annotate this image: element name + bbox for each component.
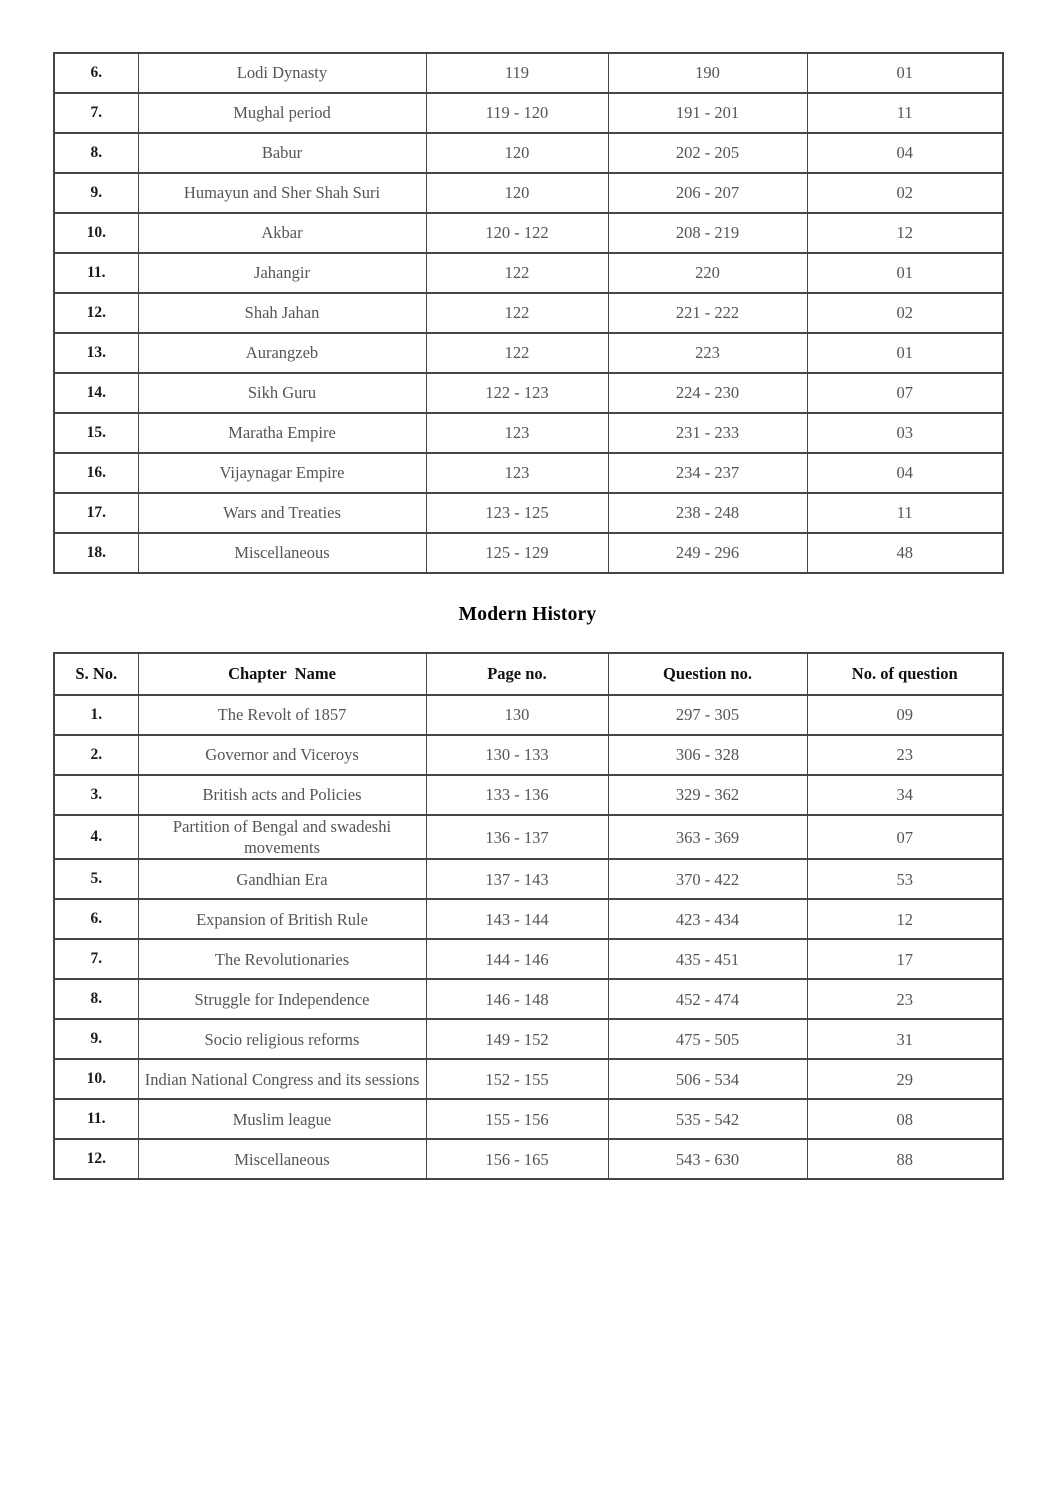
table-row <box>54 133 1003 173</box>
cell-chapter-name: Mughal period <box>138 93 426 133</box>
cell-page-no: 122 - 123 <box>426 373 608 413</box>
cell-page-no: 120 - 122 <box>426 213 608 253</box>
cell-num-questions: 12 <box>807 899 1003 939</box>
cell-sno: 8. <box>54 133 138 173</box>
cell-page-no: 123 <box>426 453 608 493</box>
table-row <box>54 333 1003 373</box>
section-title-modern-history: Modern History <box>458 604 597 625</box>
cell-chapter-name: Miscellaneous <box>138 1139 426 1179</box>
modern-history-table-head <box>54 653 1003 695</box>
cell-page-no: 123 - 125 <box>426 493 608 533</box>
cell-question-no: 423 - 434 <box>608 899 807 939</box>
cell-question-no: 191 - 201 <box>608 93 807 133</box>
cell-chapter-name: Vijaynagar Empire <box>138 453 426 493</box>
column-header-sno: S. No. <box>54 653 138 695</box>
cell-num-questions: 01 <box>807 333 1003 373</box>
cell-question-no: 223 <box>608 333 807 373</box>
cell-sno: 11. <box>54 1099 138 1139</box>
column-header-question-no: Question no. <box>608 653 807 695</box>
cell-chapter-name: Jahangir <box>138 253 426 293</box>
table-row <box>54 775 1003 815</box>
cell-num-questions: 23 <box>807 979 1003 1019</box>
table-row <box>54 859 1003 899</box>
cell-chapter-name: Babur <box>138 133 426 173</box>
cell-sno: 14. <box>54 373 138 413</box>
table-row <box>54 293 1003 333</box>
cell-question-no: 249 - 296 <box>608 533 807 573</box>
cell-sno: 11. <box>54 253 138 293</box>
cell-num-questions: 02 <box>807 173 1003 213</box>
column-header-chapter-name: Chapter Name <box>138 653 426 695</box>
cell-page-no: 130 <box>426 695 608 735</box>
cell-question-no: 206 - 207 <box>608 173 807 213</box>
cell-question-no: 435 - 451 <box>608 939 807 979</box>
cell-page-no: 149 - 152 <box>426 1019 608 1059</box>
modern-history-table-body <box>54 695 1003 1179</box>
table-row <box>54 93 1003 133</box>
cell-chapter-name: The Revolt of 1857 <box>138 695 426 735</box>
cell-sno: 6. <box>54 53 138 93</box>
cell-page-no: 156 - 165 <box>426 1139 608 1179</box>
cell-question-no: 363 - 369 <box>608 815 807 859</box>
cell-chapter-name: Socio religious reforms <box>138 1019 426 1059</box>
table-row <box>54 899 1003 939</box>
cell-sno: 5. <box>54 859 138 899</box>
cell-question-no: 220 <box>608 253 807 293</box>
cell-num-questions: 29 <box>807 1059 1003 1099</box>
cell-chapter-name: Governor and Viceroys <box>138 735 426 775</box>
cell-question-no: 190 <box>608 53 807 93</box>
table-row <box>54 373 1003 413</box>
cell-sno: 15. <box>54 413 138 453</box>
cell-question-no: 329 - 362 <box>608 775 807 815</box>
table-row <box>54 493 1003 533</box>
cell-num-questions: 12 <box>807 213 1003 253</box>
cell-question-no: 208 - 219 <box>608 213 807 253</box>
cell-page-no: 120 <box>426 133 608 173</box>
cell-num-questions: 07 <box>807 373 1003 413</box>
cell-page-no: 133 - 136 <box>426 775 608 815</box>
table-row <box>54 1099 1003 1139</box>
cell-question-no: 370 - 422 <box>608 859 807 899</box>
cell-page-no: 123 <box>426 413 608 453</box>
table-row <box>54 533 1003 573</box>
cell-question-no: 238 - 248 <box>608 493 807 533</box>
table-row <box>54 253 1003 293</box>
cell-sno: 18. <box>54 533 138 573</box>
cell-page-no: 122 <box>426 333 608 373</box>
table-row <box>54 173 1003 213</box>
document-page <box>53 52 1002 1180</box>
cell-page-no: 130 - 133 <box>426 735 608 775</box>
cell-question-no: 452 - 474 <box>608 979 807 1019</box>
cell-sno: 9. <box>54 1019 138 1059</box>
table-row <box>54 815 1003 859</box>
cell-chapter-name: Akbar <box>138 213 426 253</box>
cell-question-no: 231 - 233 <box>608 413 807 453</box>
cell-question-no: 202 - 205 <box>608 133 807 173</box>
cell-question-no: 221 - 222 <box>608 293 807 333</box>
cell-chapter-name: Sikh Guru <box>138 373 426 413</box>
cell-num-questions: 07 <box>807 815 1003 859</box>
cell-page-no: 155 - 156 <box>426 1099 608 1139</box>
cell-page-no: 144 - 146 <box>426 939 608 979</box>
cell-question-no: 506 - 534 <box>608 1059 807 1099</box>
table-row <box>54 453 1003 493</box>
cell-question-no: 306 - 328 <box>608 735 807 775</box>
modern-history-table <box>53 652 1004 1180</box>
cell-chapter-name: Gandhian Era <box>138 859 426 899</box>
cell-num-questions: 48 <box>807 533 1003 573</box>
table-row <box>54 979 1003 1019</box>
cell-sno: 3. <box>54 775 138 815</box>
cell-page-no: 137 - 143 <box>426 859 608 899</box>
cell-chapter-name: Maratha Empire <box>138 413 426 453</box>
cell-sno: 7. <box>54 93 138 133</box>
cell-sno: 9. <box>54 173 138 213</box>
cell-page-no: 125 - 129 <box>426 533 608 573</box>
cell-page-no: 122 <box>426 293 608 333</box>
table-row <box>54 695 1003 735</box>
medieval-history-table-wrapper <box>53 52 1002 574</box>
cell-num-questions: 53 <box>807 859 1003 899</box>
medieval-history-table-body <box>54 53 1003 573</box>
cell-question-no: 297 - 305 <box>608 695 807 735</box>
cell-num-questions: 01 <box>807 253 1003 293</box>
cell-chapter-name: Expansion of British Rule <box>138 899 426 939</box>
table-row <box>54 1059 1003 1099</box>
table-row <box>54 939 1003 979</box>
cell-num-questions: 08 <box>807 1099 1003 1139</box>
cell-sno: 12. <box>54 1139 138 1179</box>
cell-chapter-name: Partition of Bengal and swadeshi movements <box>138 815 426 859</box>
cell-chapter-name: Wars and Treaties <box>138 493 426 533</box>
table-row <box>54 1019 1003 1059</box>
cell-num-questions: 04 <box>807 133 1003 173</box>
table-row <box>54 213 1003 253</box>
cell-sno: 1. <box>54 695 138 735</box>
cell-sno: 10. <box>54 1059 138 1099</box>
cell-question-no: 543 - 630 <box>608 1139 807 1179</box>
cell-chapter-name: Shah Jahan <box>138 293 426 333</box>
cell-chapter-name: Lodi Dynasty <box>138 53 426 93</box>
cell-num-questions: 09 <box>807 695 1003 735</box>
cell-page-no: 120 <box>426 173 608 213</box>
column-header-page-no: Page no. <box>426 653 608 695</box>
cell-num-questions: 88 <box>807 1139 1003 1179</box>
modern-history-table-wrapper <box>53 652 1002 1180</box>
cell-page-no: 146 - 148 <box>426 979 608 1019</box>
table-row <box>54 53 1003 93</box>
cell-num-questions: 23 <box>807 735 1003 775</box>
cell-num-questions: 11 <box>807 93 1003 133</box>
cell-num-questions: 01 <box>807 53 1003 93</box>
cell-chapter-name: Humayun and Sher Shah Suri <box>138 173 426 213</box>
cell-page-no: 136 - 137 <box>426 815 608 859</box>
cell-page-no: 152 - 155 <box>426 1059 608 1099</box>
cell-question-no: 535 - 542 <box>608 1099 807 1139</box>
cell-question-no: 224 - 230 <box>608 373 807 413</box>
cell-chapter-name: Struggle for Independence <box>138 979 426 1019</box>
table-header-row <box>54 653 1003 695</box>
cell-sno: 4. <box>54 815 138 859</box>
table-row <box>54 735 1003 775</box>
cell-num-questions: 04 <box>807 453 1003 493</box>
medieval-history-table <box>53 52 1004 574</box>
table-row <box>54 413 1003 453</box>
cell-chapter-name: Indian National Congress and its sessions <box>138 1059 426 1099</box>
table-row <box>54 1139 1003 1179</box>
cell-sno: 16. <box>54 453 138 493</box>
cell-chapter-name: Muslim league <box>138 1099 426 1139</box>
column-header-num-questions: No. of question <box>807 653 1003 695</box>
cell-num-questions: 17 <box>807 939 1003 979</box>
cell-num-questions: 31 <box>807 1019 1003 1059</box>
cell-sno: 2. <box>54 735 138 775</box>
cell-num-questions: 03 <box>807 413 1003 453</box>
cell-question-no: 234 - 237 <box>608 453 807 493</box>
cell-sno: 13. <box>54 333 138 373</box>
cell-page-no: 119 <box>426 53 608 93</box>
cell-sno: 12. <box>54 293 138 333</box>
cell-sno: 17. <box>54 493 138 533</box>
cell-sno: 7. <box>54 939 138 979</box>
cell-question-no: 475 - 505 <box>608 1019 807 1059</box>
cell-chapter-name: Aurangzeb <box>138 333 426 373</box>
cell-sno: 10. <box>54 213 138 253</box>
cell-num-questions: 02 <box>807 293 1003 333</box>
cell-page-no: 119 - 120 <box>426 93 608 133</box>
cell-chapter-name: British acts and Policies <box>138 775 426 815</box>
cell-sno: 6. <box>54 899 138 939</box>
cell-chapter-name: The Revolutionaries <box>138 939 426 979</box>
cell-num-questions: 11 <box>807 493 1003 533</box>
cell-page-no: 143 - 144 <box>426 899 608 939</box>
cell-num-questions: 34 <box>807 775 1003 815</box>
cell-sno: 8. <box>54 979 138 1019</box>
cell-page-no: 122 <box>426 253 608 293</box>
cell-chapter-name: Miscellaneous <box>138 533 426 573</box>
